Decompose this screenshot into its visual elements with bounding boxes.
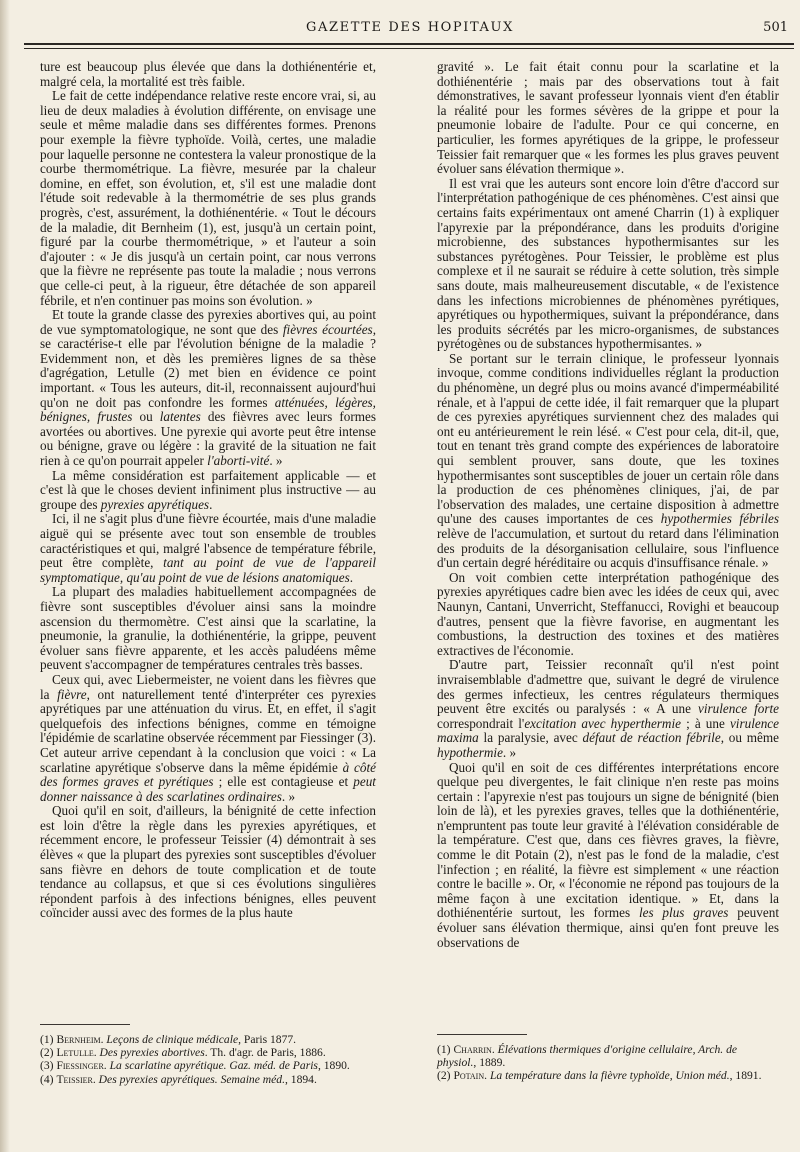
paragraph: Quoi qu'il en soit de ces différentes interprétations encore quelque peu divergentes, le fait clinique n'en reste pas moins certain : l'apyrexie n'est pas toujours un signe de bénignité (bien loin de là), et les pyrexies graves, telles que la dothiénentérie, n'empruntent pas toute leur gravité à l'élévation considérable de la température. C'est que, dans ces fièvres graves, la fièvre, comme le dit Potain (2), n'est pas le fond de la maladie, c'est l'infection ; en réalité, la fièvre est simplement « une réaction contre le bacille ». Or, « l'économie ne répond pas toujours de la même façon à une excitation identique. » Et, dans la dothiénentérie surtout, les formes les plus graves peuvent évoluer sans élévation thermique, ainsi qu'en font preuve les observations de xyxy=(437,759,779,950)
right-column xyxy=(437,60,779,950)
footnote: (2) Potain. La température dans la fièvre typhoïde, Union méd., 1891. xyxy=(437,1069,762,1083)
paragraph: ture est beaucoup plus élevée que dans la dothiénentérie et, malgré cela, la mortalité est très faible. xyxy=(40,59,376,89)
paragraph: gravité ». Le fait était connu pour la scarlatine et la dothiénentérie ; mais par des observations tout à fait démonstratives, le savant professeur lyonnais vient d'en établir la réalité pour les formes sévères de la grippe et pour la pneumonie lobaire de l'adulte. Pour ce qui concerne, en particulier, les formes apyrétiques de la grippe, le professeur Teissier fait remarquer que « les formes les plus graves peuvent évoluer sans élévation thermique ». xyxy=(437,59,779,177)
paragraph: Quoi qu'il en soit, d'ailleurs, la bénignité de cette infection est loin d'être la règle dans les pyrexies apyrétiques, et récemment encore, le professeur Teissier (4) démontrait à ses élèves « que la plupart des pyrexies sont susceptibles d'évoluer sans fièvre en dehors de toute complication et de toute tendance au collapsus, et que si ces évolutions singulières répondent parfois à des infections bénignes, elles peuvent coïncider aussi avec des formes de la plus haute xyxy=(40,803,376,921)
left-column xyxy=(40,60,376,921)
header-rule-thin xyxy=(24,48,794,49)
footnote: (2) Letulle. Des pyrexies abortives. Th. d'agr. de Paris, 1886. xyxy=(40,1046,326,1060)
paragraph: D'autre part, Teissier reconnaît qu'il n'est point invraisemblable d'admettre que, suivant le degré de virulence des germes infectieux, les centres régulateurs thermiques peuvent être excités ou paralysés : « A une virulence forte correspondrait l'excitation avec hyperthermie ; à une virulence maxima la paralysie, avec défaut de réaction fébrile, ou même hypothermie. » xyxy=(437,657,780,760)
paragraph: On voit combien cette interprétation pathogénique des pyrexies apyrétiques cadre bien avec les idées de ceux qui, avec Naunyn, Cantani, Unverricht, Steffanucci, Rovighi et beaucoup d'autres, pensent que la fièvre favorise, en augmentant les combustions, la destruction des toxines et des matières extractives de l'économie. xyxy=(437,569,779,658)
paragraph: Se portant sur le terrain clinique, le professeur lyonnais invoque, comme conditions individuelles réglant la production du phénomène, un degré plus ou moins avancé d'imperméabilité rénale, et à l'appui de cette idée, il fait remarquer que la plupart de ces pyrexies apyrétiques surviennent chez des malades qui ont eu antérieurement le rein lésé. « C'est pour cela, dit-il, que, tout en tenant très grand compte des expériences de laboratoire qui semblent prouver, sans doute, que les toxines hypothermisantes sont susceptibles de jouer un certain rôle dans la production de ces phénomènes cliniques, j'ai, de par l'observation des malades, une certaine disposition à admettre qu'une des causes importantes de ces hypothermies fébriles relève de l'accumulation, et surtout du retard dans l'élimination des produits de la désorganisation cellulaire, sous l'influence d'un certain degré héréditaire ou acquis d'insuffisance rénale. » xyxy=(437,350,779,571)
footnote: (3) Fiessinger. La scarlatine apyrétique. Gaz. méd. de Paris, 1890. xyxy=(40,1059,350,1073)
paragraph: Il est vrai que les auteurs sont encore loin d'être d'accord sur l'interprétation pathogénique de ces phénomènes. C'est ainsi que certains faits expérimentaux ont amené Charrin (1) à expliquer l'apyrexie par la prépondérance, dans les produits d'origine microbienne, des substances hypothermisantes sur les substances pyrétogènes. Pour Teissier, le problème est plus complexe et il ne saurait se réduire à cette solution, très simple sans doute, mais malheureusement discutable, « de l'existence dans les infections microbiennes de phénomènes pyrétiques, apyrétiques ou hypothermiques, suivant la prépondérance, dans les produits sécrétés par les micro-organismes, de substances pyrétogènes ou de substances hypothermisantes. » xyxy=(437,175,779,352)
page-binding-shadow xyxy=(0,0,10,1152)
footnote: (1) Charrin. Élévations thermiques d'origine cellulaire, Arch. de physiol., 1889. xyxy=(437,1043,738,1070)
footnotes-right xyxy=(437,1043,779,1083)
footnote: (4) Teissier. Des pyrexies apyrétiques. Semaine méd., 1894. xyxy=(40,1072,317,1086)
footnote-rule-right xyxy=(437,1034,527,1035)
running-title: GAZETTE DES HOPITAUX xyxy=(306,20,514,35)
paragraph: La même considération est parfaitement applicable — et c'est là que le choses devient infiniment plus instructive — au groupe des pyrexies apyrétiques. xyxy=(40,467,376,512)
paragraph: Ceux qui, avec Liebermeister, ne voient dans les fièvres que la fièvre, ont naturellement tenté d'interpréter ces pyrexies apyrétiques par une atténuation du virus. Et, en effet, il s'agit quelquefois des infections bénignes, comme en témoigne l'épidémie de scarlatine observée récemment par Fiessinger (3). Cet auteur arrive cependant à la conclusion que voici : « La scarlatine apyrétique s'observe dans la même épidémie à côté des formes graves et pyrétiques ; elle est contagieuse et peut donner naissance à des scarlatines ordinaires. » xyxy=(40,671,376,804)
header-rule-thick xyxy=(24,43,794,45)
page-header xyxy=(24,18,796,42)
page-number: 501 xyxy=(763,20,788,35)
paragraph: Et toute la grande classe des pyrexies abortives qui, au point de vue symptomatologique, ne sont que des fièvres écourtées, se caractérise-t elle par l'évolution bénigne de la maladie ? Evidemment non, et dès les premières lignes de sa thèse d'agrégation, Letulle (2) met bien en évidence ce point important. « Tous les auteurs, dit-il, reconnaissent aujourd'hui qu'on ne doit pas confondre les formes atténuées, légères, bénignes, frustes ou latentes des fièvres avec leurs formes avortées ou abortives. Une pyrexie qui avorte peut être intense ou bénigne, grave ou légère : la gravité de la situation ne fait rien à ce qu'on pourrait appeler l'aborti-vité. » xyxy=(40,307,376,469)
footnote: (1) Bernheim. Leçons de clinique médicale, Paris 1877. xyxy=(40,1033,297,1046)
footnote-rule-left xyxy=(40,1024,130,1025)
footnotes-left xyxy=(40,1033,376,1086)
paragraph: La plupart des maladies habituellement accompagnées de fièvre sont susceptibles d'évoluer ainsi sans la moindre ascension du thermomètre. C'est ainsi que la scarlatine, la pneumonie, la granulie, la dothiénentérie, la grippe, peuvent évoluer sans fièvre apparente, et les accès paludéens même peuvent s'accompagner de températures centrales très basses. xyxy=(40,584,376,673)
paragraph: Ici, il ne s'agit plus d'une fièvre écourtée, mais d'une maladie aiguë qui se présente avec tout son ensemble de troubles caractéristiques et qui, malgré l'absence de température fébrile, peut être complète, tant au point de vue de l'appareil symptomatique, qu'au point de vue de lésions anatomiques. xyxy=(40,511,376,585)
paragraph: Le fait de cette indépendance relative reste encore vrai, si, au lieu de deux maladies à évolution différente, on envisage une seule et même maladie dans ses différentes formes. Prenons pour exemple la fièvre typhoïde. Voilà, certes, une maladie pour laquelle personne ne contestera la valeur pronostique de la courbe thermométrique. La fièvre, mesurée par la chaleur domine, en effet, son évolution, et, s'il est une maladie dont l'étude soit redevable à la thermométrie de ses plus grands progrès, c'est, assurément, la dothiénentérie. « Tout le décours de la maladie, dit Bernheim (1), est, jusqu'à un certain point, figuré par la courbe thermométrique, » et l'auteur a soin d'ajouter : « Je dis jusqu'à un certain point, car nous verrons que la fièvre ne représente pas toute la maladie ; nous verrons que celle-ci peut, à la rigueur, être détachée de son appareil fébrile, et n'en continuer pas moins son évolution. » xyxy=(40,88,376,308)
